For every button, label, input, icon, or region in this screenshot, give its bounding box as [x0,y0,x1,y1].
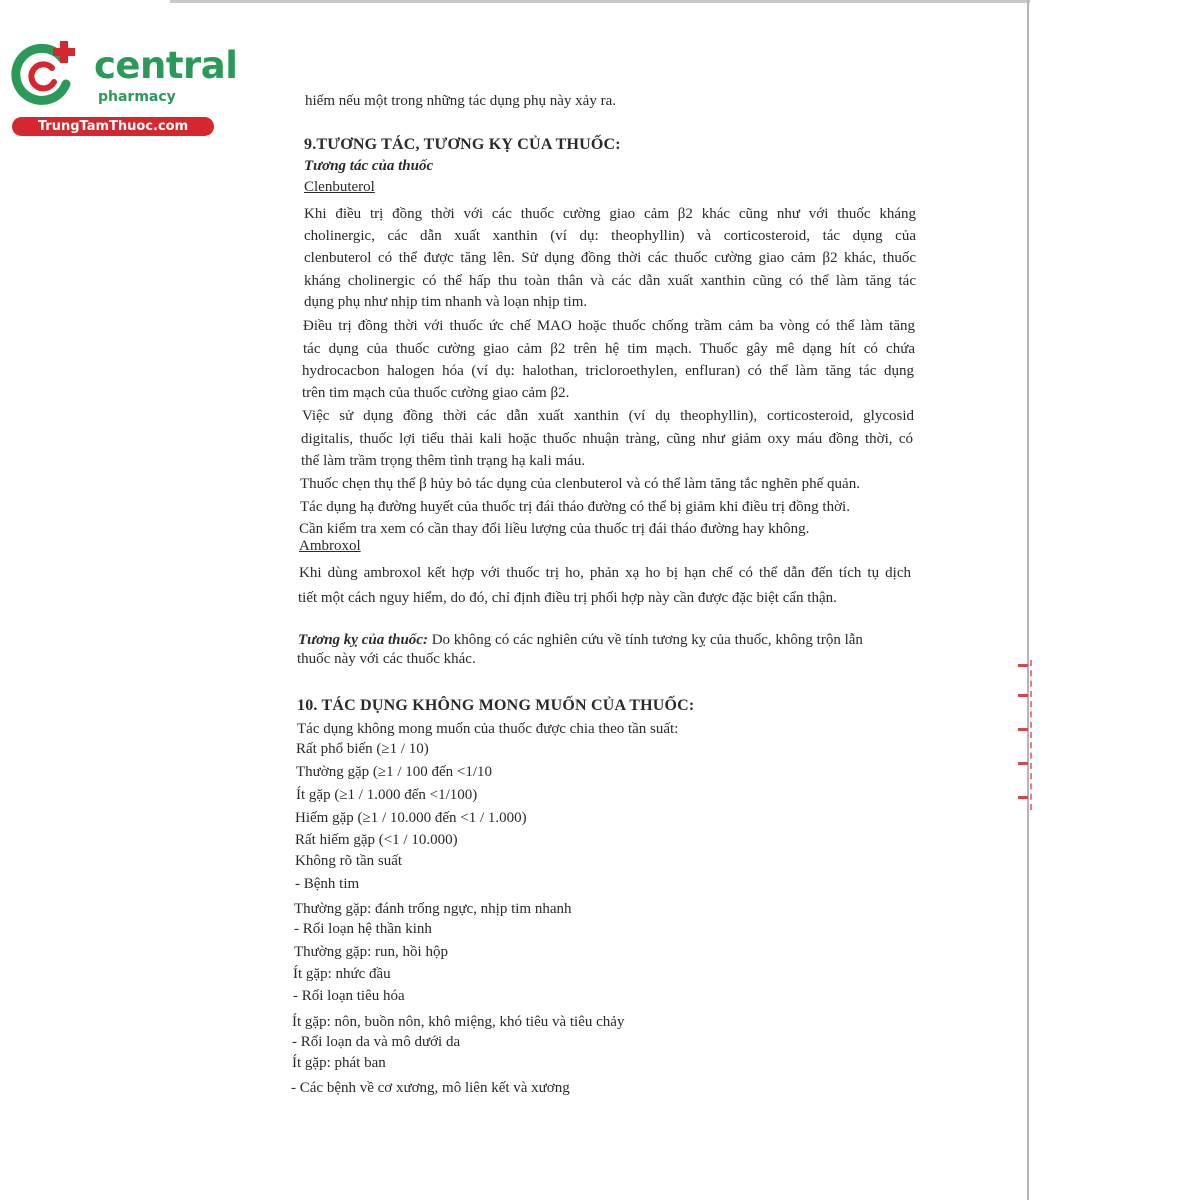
section-10-line: - Bệnh tim [295,876,360,892]
red-stamp-mark [1016,660,1032,810]
incompatibility-paragraph [298,630,863,650]
interaction-heading: Tương tác của thuốc [304,158,434,174]
section-10-line: Tác dụng không mong muốn của thuốc được chia theo tần suất: [297,721,679,737]
section-9-line: trên tim mạch của thuốc cường giao cảm β2. [302,385,570,401]
section-9-line: thể làm trầm trọng thêm tình trạng hạ kali máu. [301,453,586,469]
logo-subtitle: pharmacy [98,89,176,105]
section-10-line: - Rối loạn tiêu hóa [293,988,405,1004]
section-9-line: kháng cholinergic có thể hấp thu toàn thân và các dẫn xuất xanthin cũng có thể làm tăng tác [304,273,916,289]
section-10-line: Rất hiếm gặp (<1 / 10.000) [295,832,458,848]
section-10-line: Ít gặp: nôn, buồn nôn, khô miệng, khó tiêu và tiêu chảy [292,1014,625,1030]
logo-name: central [94,44,238,87]
section-9-line: Tác dụng hạ đường huyết của thuốc trị đái tháo đường có thể bị giảm khi điều trị đồng thời. [300,499,850,515]
section-10-line: Ít gặp: nhức đầu [293,966,391,982]
ambroxol-line: Khi dùng ambroxol kết hợp với thuốc trị ho, phản xạ ho bị hạn chế có thể dẫn đến tích tụ dịch [299,565,911,581]
incompatibility-text: Do không có các nghiên cứu về tính tương kỵ của thuốc, không trộn lẫn [427,632,863,648]
incompatibility-heading: Tương kỵ của thuốc: [298,632,428,648]
clenbuterol-label: Clenbuterol [304,179,375,195]
section-9-line: Điều trị đồng thời với thuốc ức chế MAO hoặc thuốc chống trầm cảm ba vòng có thể làm tăng [303,318,915,334]
section-9-line: Thuốc chẹn thụ thể β hủy bỏ tác dụng của clenbuterol và có thể làm tăng tắc nghẽn phế quản. [300,476,860,492]
section-9-line: dụng phụ như nhịp tim nhanh và loạn nhịp tim. [304,294,588,310]
section-10-line: Ít gặp: phát ban [292,1055,386,1071]
ambroxol-line: tiết một cách nguy hiểm, do đó, chỉ định điều trị phối hợp này cần được đặc biệt cẩn thận. [298,590,837,606]
section-10-title: 10. TÁC DỤNG KHÔNG MONG MUỐN CỦA THUỐC: [297,697,695,714]
section-10-line: Rất phổ biến (≥1 / 10) [296,741,429,757]
section-10-line: Ít gặp (≥1 / 1.000 đến <1/100) [296,787,478,803]
section-9-line: hydrocacbon halogen hóa (ví dụ: halothan, tricloroethylen, enfluran) có thể làm tăng tác dụng [302,363,914,379]
section-10-line: - Các bệnh về cơ xương, mô liên kết và xương [291,1080,570,1096]
section-10-line: Thường gặp: run, hồi hộp [294,944,448,960]
section-9-line: digitalis, thuốc lợi tiểu thải kali hoặc thuốc nhuận tràng, cũng như giảm oxy máu đồng thời, có [301,431,913,447]
section-9-line: clenbuterol có thể được tăng lên. Sử dụng đồng thời các thuốc cường giao cảm β2 khác, thuốc [304,250,916,266]
logo-site-link[interactable]: TrungTamThuoc.com [12,117,214,136]
section-9-title: 9.TƯƠNG TÁC, TƯƠNG KỴ CỦA THUỐC: [304,136,621,153]
intro-text: hiếm nếu một trong những tác dụng phụ này xảy ra. [305,93,616,109]
section-10-line: Không rõ tần suất [295,853,403,869]
section-9-line: Việc sử dụng đồng thời các dẫn xuất xanthin (ví dụ theophyllin), corticosteroid, glycosid [302,408,914,424]
section-9-line: tác dụng của thuốc cường giao cảm β2 trên hệ tim mạch. Thuốc gây mê dạng hít có chứa [303,341,915,357]
section-9-line: Khi điều trị đồng thời với các thuốc cường giao cảm β2 khác cũng như với thuốc kháng [304,206,916,222]
section-10-line: - Rối loạn da và mô dưới da [292,1034,461,1050]
page-right-edge [1027,0,1029,1200]
section-10-line: - Rối loạn hệ thần kinh [294,921,432,937]
section-10-line: Thường gặp: đánh trống ngực, nhịp tim nhanh [294,901,572,917]
ambroxol-label: Ambroxol [299,538,361,554]
section-10-line: Hiếm gặp (≥1 / 10.000 đến <1 / 1.000) [295,810,527,826]
incompatibility-text-line-2: thuốc này với các thuốc khác. [297,651,476,667]
section-10-line: Thường gặp (≥1 / 100 đến <1/10 [296,764,493,780]
section-9-line: cholinergic, các dẫn xuất xanthin (ví dụ: theophyllin) và corticosteroid, tác dụng của [304,228,916,244]
section-9-line: Cần kiểm tra xem có cần thay đổi liều lượng của thuốc trị đái tháo đường hay không. [299,521,810,537]
